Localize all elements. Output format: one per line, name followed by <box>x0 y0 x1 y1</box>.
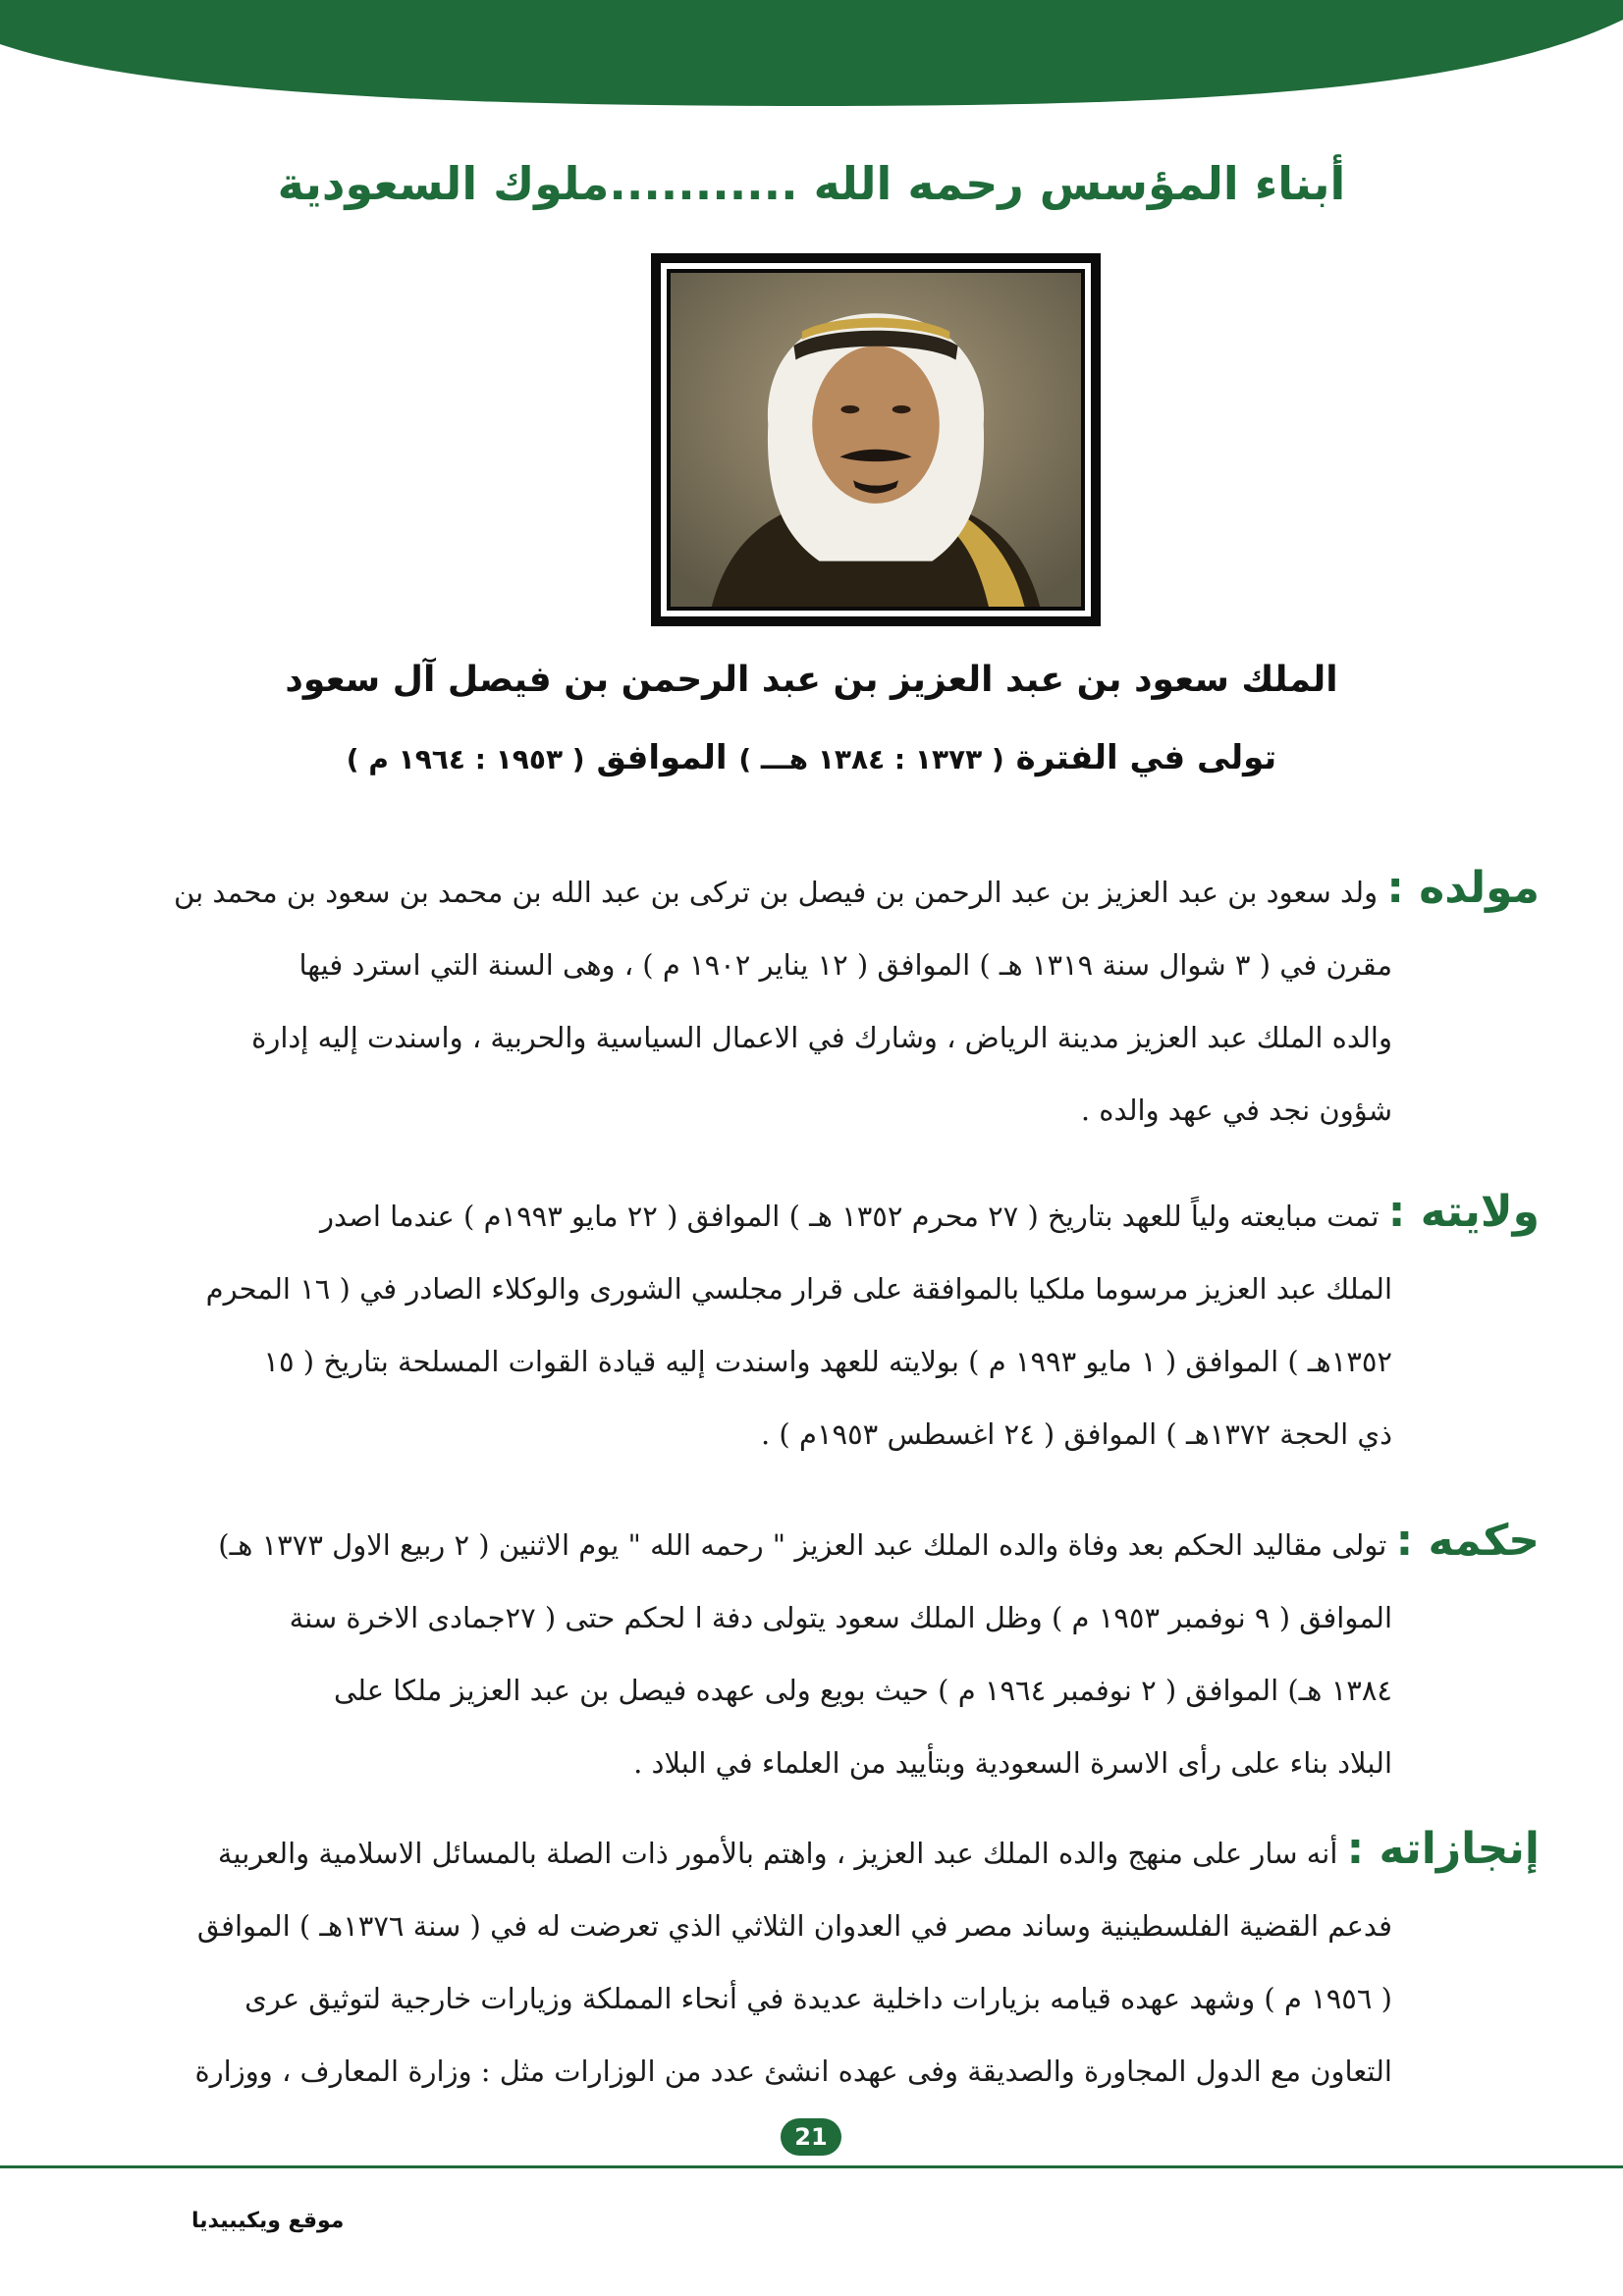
paragraph-line: ذي الحجة ١٣٧٢هـ ) الموافق ( ٢٤ اغسطس ١٩٥٣م ) . <box>761 1417 1392 1451</box>
paragraph-line: الملك عبد العزيز مرسوما ملكيا بالموافقة على قرار مجلسي الشورى والوكلاء الصادر في ( ١٦ المحرم <box>205 1272 1392 1306</box>
section-achievements <box>167 1813 1540 2108</box>
section-heading: مولده : <box>1386 863 1540 913</box>
paragraph-line: شؤون نجد في عهد والده . <box>1080 1094 1392 1127</box>
source-label: موقع ويكيبيديا <box>191 2209 345 2233</box>
paragraph-line: مقرن في ( ٣ شوال سنة ١٣١٩ هـ ) الموافق ( ١٢ يناير ١٩٠٢ م ) ، وهى السنة التي استرد فيها <box>298 948 1392 982</box>
portrait-king-saud-icon <box>671 273 1081 607</box>
king-name: الملك سعود بن عبد العزيز بن عبد الرحمن بن فيصل آل سعود <box>285 660 1338 700</box>
paragraph-line: ( ١٩٥٦ م ) وشهد عهده قيامه بزيارات داخلية عديدة في أنحاء المملكة وزيارات خارجية لتوثيق عرى <box>244 1982 1392 2015</box>
page-title: أبناء المؤسس رحمه الله ...........ملوك السعودية <box>277 157 1346 210</box>
section-birth <box>167 852 1540 1147</box>
section-heading: حكمه : <box>1395 1516 1540 1566</box>
reign-dates-gregorian: ( ١٩٥٣ : ١٩٦٤ م ) <box>346 743 585 775</box>
section-heading: إنجازاته : <box>1346 1824 1540 1874</box>
paragraph-line: والده الملك عبد العزيز مدينة الرياض ، وشارك في الاعمال السياسية والحربية ، واسندت إليه إدارة <box>251 1021 1392 1054</box>
portrait-frame <box>651 253 1101 626</box>
reign-dates-hijri: ( ١٣٧٣ : ١٣٨٤ هـــ ) <box>738 743 1004 775</box>
paragraph-line: ١٣٥٢هـ ) الموافق ( ١ مايو ١٩٩٣ م ) بولايته للعهد واسندت إليه قيادة القوات المسلحة بتاريخ ( ١٥ <box>263 1345 1392 1378</box>
paragraph-line: تولى مقاليد الحكم بعد وفاة والده الملك عبد العزيز " رحمه الله " يوم الاثنين ( ٢ ربيع الاول ١٣٧٣ هـ) <box>218 1528 1387 1562</box>
footer-divider <box>0 2165 1623 2168</box>
paragraph-line: ١٣٨٤ هـ) الموافق ( ٢ نوفمبر ١٩٦٤ م ) حيث بويع ولى عهده فيصل بن عبد العزيز ملكا على <box>334 1674 1392 1707</box>
page-number-badge: 21 <box>781 2118 841 2156</box>
reign-period <box>0 738 1623 777</box>
header-green-band <box>0 0 1623 118</box>
paragraph-line: تمت مبايعته ولياً للعهد بتاريخ ( ٢٧ محرم ١٣٥٢ هـ ) الموافق ( ٢٢ مايو ١٩٩٣م ) عندما اصدر <box>320 1200 1380 1233</box>
paragraph-line: أنه سار على منهج والده الملك عبد العزيز ، واهتم بالأمور ذات الصلة بالمسائل الاسلامية والعربية <box>217 1837 1338 1870</box>
paragraph-line: التعاون مع الدول المجاورة والصديقة وفى عهده انشئ عدد من الوزارات مثل : وزارة المعارف ، ووزارة <box>194 2055 1392 2088</box>
reign-label: تولى في الفترة <box>1015 738 1277 777</box>
section-crown-prince <box>167 1176 1540 1470</box>
paragraph-line: البلاد بناء على رأى الاسرة السعودية وبتأييد من العلماء في البلاد . <box>633 1746 1392 1780</box>
section-heading: ولايته : <box>1387 1187 1540 1237</box>
paragraph-line: ولد سعود بن عبد العزيز بن عبد الرحمن بن فيصل بن تركى بن عبد الله بن محمد بن سعود بن محمد بن <box>174 876 1379 909</box>
paragraph-line: الموافق ( ٩ نوفمبر ١٩٥٣ م ) وظل الملك سعود يتولى دفة ا لحكم حتى ( ٢٧جمادى الاخرة سنة <box>289 1601 1392 1634</box>
paragraph-line: فدعم القضية الفلسطينية وساند مصر في العدوان الثلاثي الذي تعرضت له في ( سنة ١٣٧٦هـ ) الموافق <box>196 1909 1392 1943</box>
reign-corresponding-label: الموافق <box>596 738 728 777</box>
section-rule <box>157 1505 1540 1799</box>
